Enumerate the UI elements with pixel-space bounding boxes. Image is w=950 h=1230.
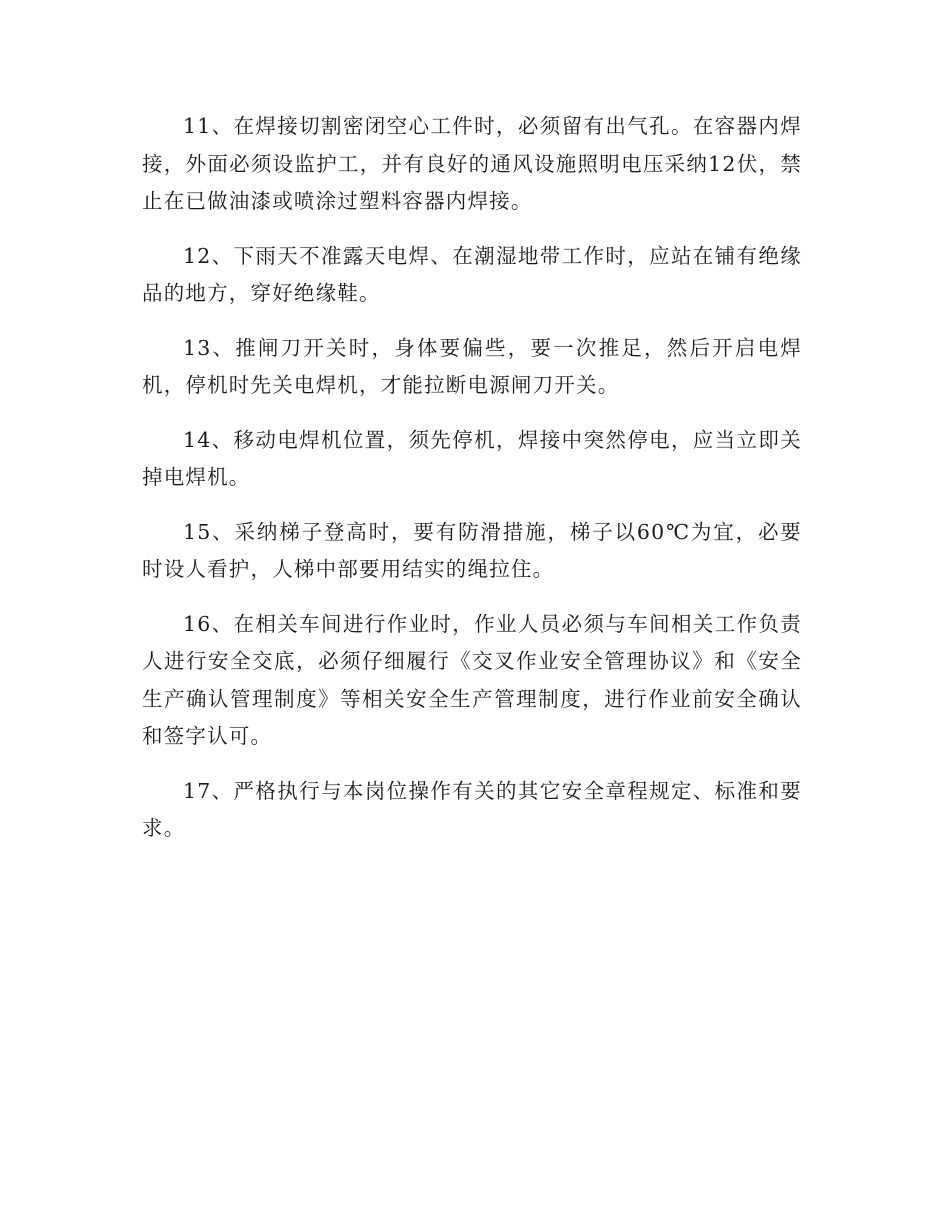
rule-item-12: 12、下雨天不准露天电焊、在潮湿地带工作时，应站在铺有绝缘品的地方，穿好绝缘鞋。 [142, 243, 802, 305]
rule-item-16: 16、在相关车间进行作业时，作业人员必须与车间相关工作负责人进行安全交底，必须仔细履行《交叉作业安全管理协议》和《安全生产确认管理制度》等相关安全生产管理制度，进行作业前安全确认和签字认可。 [142, 611, 802, 748]
rule-item-15: 15、采纳梯子登高时，要有防滑措施，梯子以60℃为宜，必要时设人看护，人梯中部要用结实的绳拉住。 [142, 519, 802, 581]
rule-item-14: 14、移动电焊机位置，须先停机，焊接中突然停电，应当立即关掉电焊机。 [142, 427, 802, 489]
document-body [142, 108, 802, 865]
rule-item-13: 13、推闸刀开关时，身体要偏些，要一次推足，然后开启电焊机，停机时先关电焊机，才能拉断电源闸刀开关。 [142, 335, 802, 397]
rule-item-17: 17、严格执行与本岗位操作有关的其它安全章程规定、标准和要求。 [142, 778, 802, 840]
rule-item-11: 11、在焊接切割密闭空心工件时，必须留有出气孔。在容器内焊接，外面必须设监护工，并有良好的通风设施照明电压采纳12伏，禁止在已做油漆或喷涂过塑料容器内焊接。 [142, 114, 802, 213]
